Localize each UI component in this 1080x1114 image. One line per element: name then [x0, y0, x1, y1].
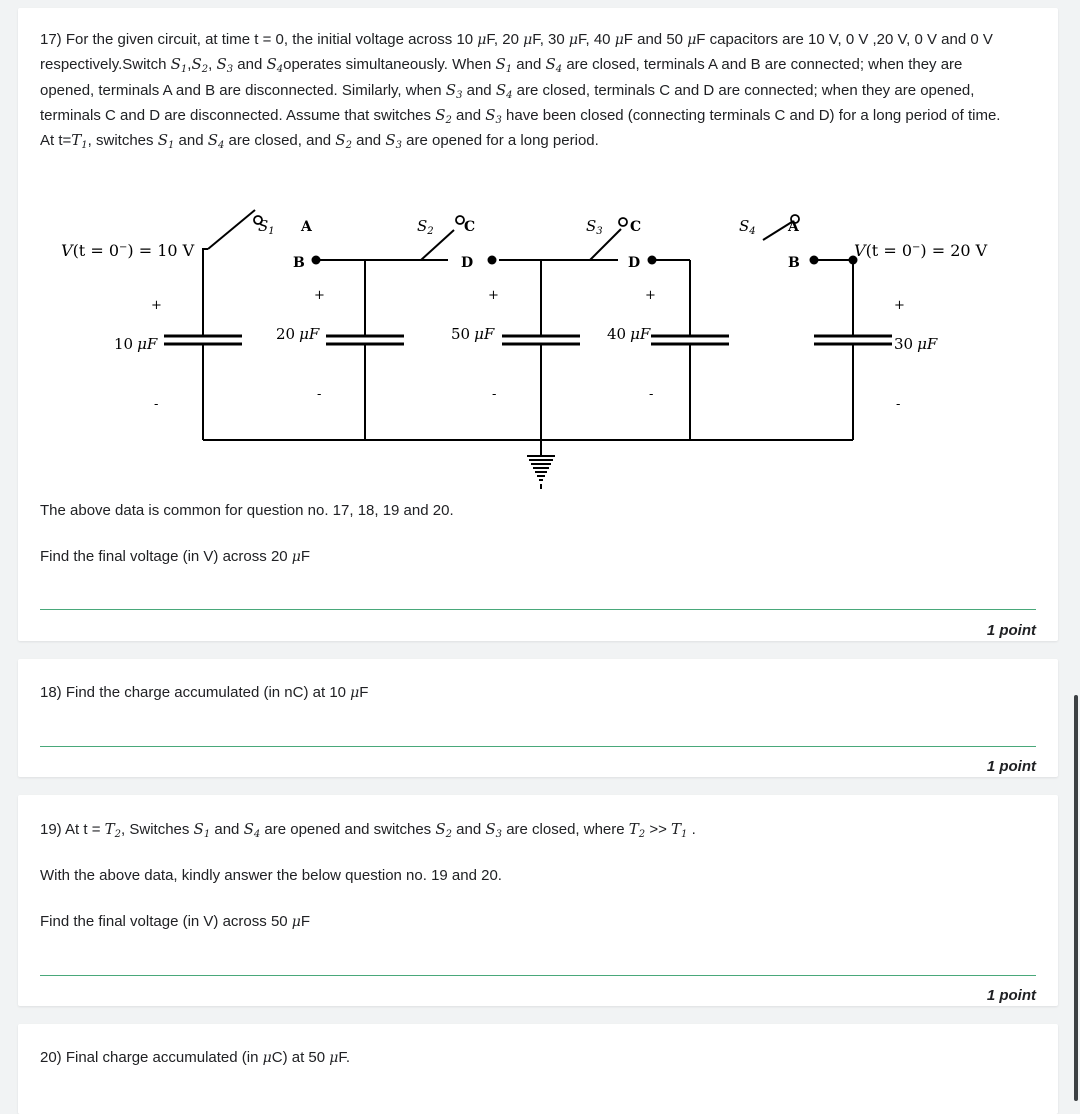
terminal-label-a: A	[788, 219, 799, 235]
polarity-plus: +	[314, 288, 325, 303]
terminal-b-s4	[810, 256, 819, 265]
switch-label-s2: $S_2$	[417, 217, 434, 237]
math-symbol: $S_1$	[495, 55, 513, 76]
switch-label-s4: $S_4$	[739, 217, 756, 237]
polarity-minus: -	[896, 397, 901, 412]
math-symbol: $T_2$	[628, 820, 646, 840]
description-line: terminals C and D are disconnected. Assume that switches $S_2$ and $S_3$ have been closed (connecting terminals C and D) for a long period of time.	[40, 105, 1001, 126]
question-19-statement: 19) At $t = T_2$, Switches $S_1$ and $S_4$ are opened and switches $S_2$ and $S_3$ are closed, where $T_2 >> T_1$ .	[40, 820, 696, 840]
terminal-d-s3	[648, 256, 657, 265]
terminal-label-d: D	[461, 255, 474, 271]
ground-icon	[527, 456, 555, 489]
circuit-diagram	[18, 200, 1058, 500]
mu-symbol: μ	[614, 32, 624, 48]
initial-voltage-left: V(t = 0−) = 10 V	[61, 241, 195, 260]
math-symbol: $S_2$	[191, 55, 209, 76]
polarity-minus: -	[492, 387, 497, 402]
math-symbol: $S_1$	[193, 820, 211, 840]
math-symbol: $S_3$	[216, 55, 234, 76]
math-symbol: $S_3$	[485, 105, 502, 126]
mu-symbol: μ	[350, 685, 360, 701]
terminal-d-s2	[488, 256, 497, 265]
terminal-b-s1	[312, 256, 321, 265]
mu-symbol: μ	[523, 32, 533, 48]
question-18-prompt: 18) Find the charge accumulated (in nC) at 10 μF	[40, 684, 369, 701]
initial-voltage-right: V(t = 0−) = 20 V	[854, 241, 988, 260]
mu-symbol: μ	[291, 549, 301, 565]
math-symbol: $T_1$	[671, 820, 688, 840]
polarity-plus: +	[645, 288, 656, 303]
math-symbol: $S_1$	[170, 55, 188, 76]
question-card-17	[18, 8, 1058, 641]
mu-symbol: μ	[687, 32, 697, 48]
wire-10uf-top	[203, 249, 208, 336]
page-scrollbar[interactable]	[1074, 695, 1078, 1101]
polarity-plus: +	[151, 298, 162, 313]
answer-input-18[interactable]	[40, 732, 1036, 747]
math-symbol: $S_4$	[266, 55, 284, 76]
points-label: 1 point	[986, 758, 1036, 775]
question-card-18	[18, 659, 1058, 777]
capacitor-label-50uf: 50 μF	[451, 325, 495, 343]
terminal-label-a: A	[301, 219, 312, 235]
question-card-19	[18, 795, 1058, 1006]
math-symbol: $S_4$	[207, 131, 225, 152]
wire-40uf	[648, 260, 690, 440]
mu-symbol: μ	[262, 1050, 272, 1066]
math-symbol: $S_4$	[495, 80, 513, 101]
terminal-label-b: B	[293, 255, 305, 271]
switch-label-s3: $S_3$	[586, 217, 603, 237]
wire-30uf	[818, 260, 853, 440]
terminal-c-s2	[456, 216, 464, 224]
question-19-note: With the above data, kindly answer the below question no. 19 and 20.	[40, 867, 502, 884]
math-symbol: $S_2$	[435, 820, 453, 840]
math-symbol: $S_3$	[385, 131, 402, 152]
terminal-label-d: D	[628, 255, 641, 271]
answer-input-17[interactable]	[40, 595, 1036, 610]
description-line: 17) For the given circuit, at time t = 0, the initial voltage across 10 μF, 20 μF, 30 μF, 40 μF and 50 μF capacitors are 10 V, 0 V ,20 V, 0 V and 0 V	[40, 31, 993, 48]
points-label: 1 point	[986, 622, 1036, 639]
description-line: opened, terminals A and B are disconnected. Similarly, when $S_3$ and $S_4$ are closed, terminals C and D are connected; when they are opened,	[40, 80, 975, 101]
polarity-minus: -	[649, 387, 654, 402]
question-17-description	[40, 28, 1040, 153]
mu-symbol: μ	[291, 914, 301, 930]
wire-20uf	[320, 260, 448, 440]
math-symbol: $S_2$	[335, 131, 352, 152]
wire-50uf	[499, 260, 618, 455]
math-symbol: $S_1$	[157, 131, 175, 152]
polarity-minus: -	[154, 397, 159, 412]
mu-symbol: μ	[477, 32, 487, 48]
description-line: respectively.Switch $S_1,S_2$, $S_3$ and $S_4operates$ simultaneously. When $S_1$ and $S_4$ are closed, terminals A and B are connected; when they are	[40, 55, 963, 76]
answer-input-19[interactable]	[40, 961, 1036, 976]
terminal-label-c: C	[464, 219, 476, 235]
switch-s1-blade	[208, 210, 255, 249]
capacitor-label-20uf: 20 μF	[276, 325, 320, 343]
terminal-label-c: C	[630, 219, 642, 235]
switch-label-s1: $S_1$	[258, 217, 275, 237]
math-symbol: $S_3$	[485, 820, 503, 840]
math-symbol: $S_2$	[435, 105, 452, 126]
polarity-minus: -	[317, 387, 322, 402]
capacitor-label-10uf: 10 μF	[114, 335, 158, 353]
mu-symbol: μ	[568, 32, 578, 48]
math-symbol: $T_2$	[104, 820, 122, 840]
question-17-prompt: Find the final voltage (in V) across 20 μF	[40, 548, 311, 565]
capacitor-label-40uf: 40 μF	[607, 325, 651, 343]
math-symbol: $S_3$	[445, 80, 463, 101]
terminal-c-s3	[619, 218, 627, 226]
polarity-plus: +	[488, 288, 499, 303]
mu-symbol: μ	[329, 1050, 339, 1066]
terminal-label-b: B	[788, 255, 800, 271]
points-label: 1 point	[986, 987, 1036, 1004]
capacitor-label-30uf: 30 μF	[894, 335, 938, 353]
math-symbol: $T_1$	[71, 131, 88, 152]
polarity-plus: +	[894, 298, 905, 313]
question-20-prompt: 20) Final charge accumulated (in μC) at 50 μF.	[40, 1049, 351, 1066]
math-symbol: $S_4$	[243, 820, 261, 840]
math-symbol: $S_4$	[545, 55, 563, 76]
question-19-prompt: Find the final voltage (in V) across 50 μF	[40, 913, 311, 930]
description-line: At $t=T_1$, switches $S_1$ and $S_4$ are closed, and $S_2$ and $S_3$ are opened for a long period.	[40, 131, 599, 152]
common-data-note: The above data is common for question no. 17, 18, 19 and 20.	[40, 502, 454, 519]
